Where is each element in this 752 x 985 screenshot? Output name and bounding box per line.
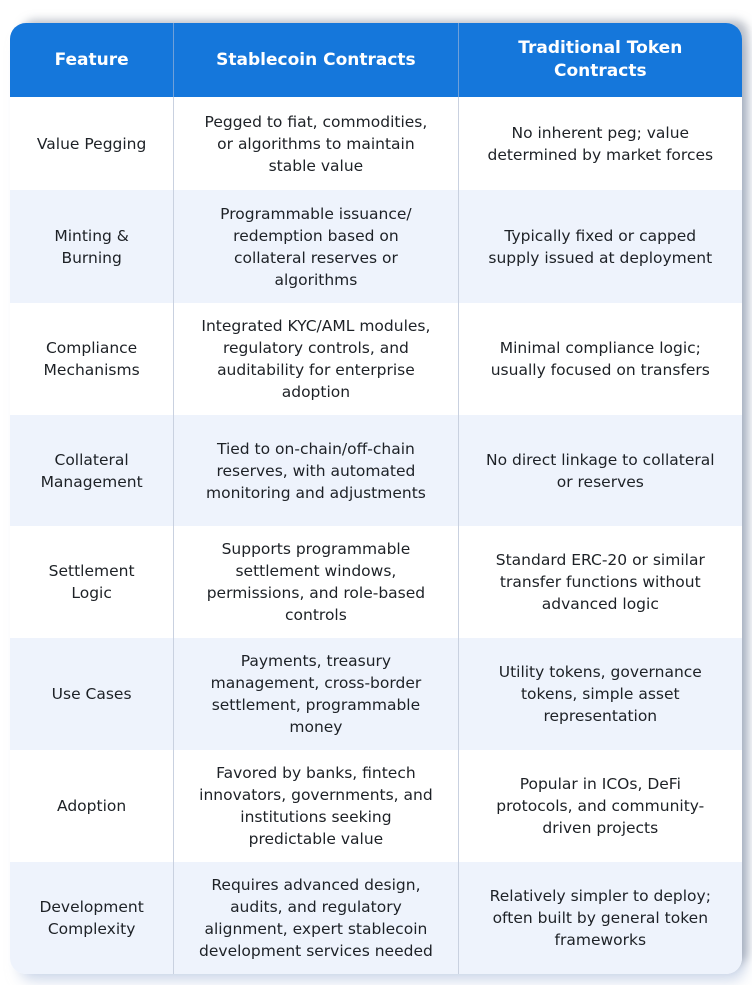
stablecoin-cell: Pegged to fiat, commodities, or algorithms to maintain stable value (173, 97, 457, 190)
traditional-cell: Standard ERC-20 or similar transfer functions without advanced logic (458, 526, 742, 638)
traditional-cell: Utility tokens, governance tokens, simple asset representation (458, 638, 742, 750)
feature-cell: Compliance Mechanisms (43, 339, 140, 379)
table-header-row (10, 23, 742, 97)
traditional-cell: No direct linkage to collateral or reserves (458, 415, 742, 526)
traditional-cell: Popular in ICOs, DeFi protocols, and community-driven projects (458, 750, 742, 862)
comparison-table (10, 23, 742, 974)
stablecoin-cell: Programmable issuance/ redemption based on collateral reserves or algorithms (173, 190, 457, 303)
table-row-minting-burning (10, 190, 742, 303)
table-row-use-cases (10, 638, 742, 750)
feature-cell: Minting & Burning (54, 226, 129, 267)
stablecoin-cell: Integrated KYC/AML modules, regulatory controls, and auditability for enterprise adoption (173, 303, 457, 415)
feature-cell: Value Pegging (36, 134, 147, 153)
column-header-feature: Feature (54, 49, 129, 70)
column-header-traditional-token-contracts: Traditional Token Contracts (458, 23, 742, 97)
table-row-compliance-mechanisms (10, 303, 742, 415)
feature-cell: Collateral Management (40, 450, 143, 491)
column-header-stablecoin-contracts: Stablecoin Contracts (173, 23, 457, 97)
feature-cell: Development Complexity (39, 898, 144, 938)
traditional-cell: Minimal compliance logic; usually focused on transfers (458, 303, 742, 415)
feature-cell: Use Cases (51, 685, 132, 703)
stablecoin-cell: Supports programmable settlement windows, permissions, and role-based controls (173, 526, 457, 638)
stablecoin-cell: Requires advanced design, audits, and regulatory alignment, expert stablecoin development services needed (173, 862, 457, 974)
table-row-collateral-management (10, 415, 742, 526)
stablecoin-cell: Payments, treasury management, cross-border settlement, programmable money (173, 638, 457, 750)
table-row-settlement-logic (10, 526, 742, 638)
stablecoin-cell: Favored by banks, fintech innovators, governments, and institutions seeking predictable value (173, 750, 457, 862)
feature-cell: Settlement Logic (48, 562, 135, 602)
traditional-cell: Typically fixed or capped supply issued at deployment (458, 190, 742, 303)
stablecoin-cell: Tied to on-chain/off-chain reserves, with automated monitoring and adjustments (173, 415, 457, 526)
table-row-value-pegging (10, 97, 742, 190)
traditional-cell: No inherent peg; value determined by market forces (458, 97, 742, 190)
traditional-cell: Relatively simpler to deploy; often built by general token frameworks (458, 862, 742, 974)
feature-cell: Adoption (57, 797, 127, 815)
table-row-development-complexity (10, 862, 742, 974)
table-row-adoption (10, 750, 742, 862)
